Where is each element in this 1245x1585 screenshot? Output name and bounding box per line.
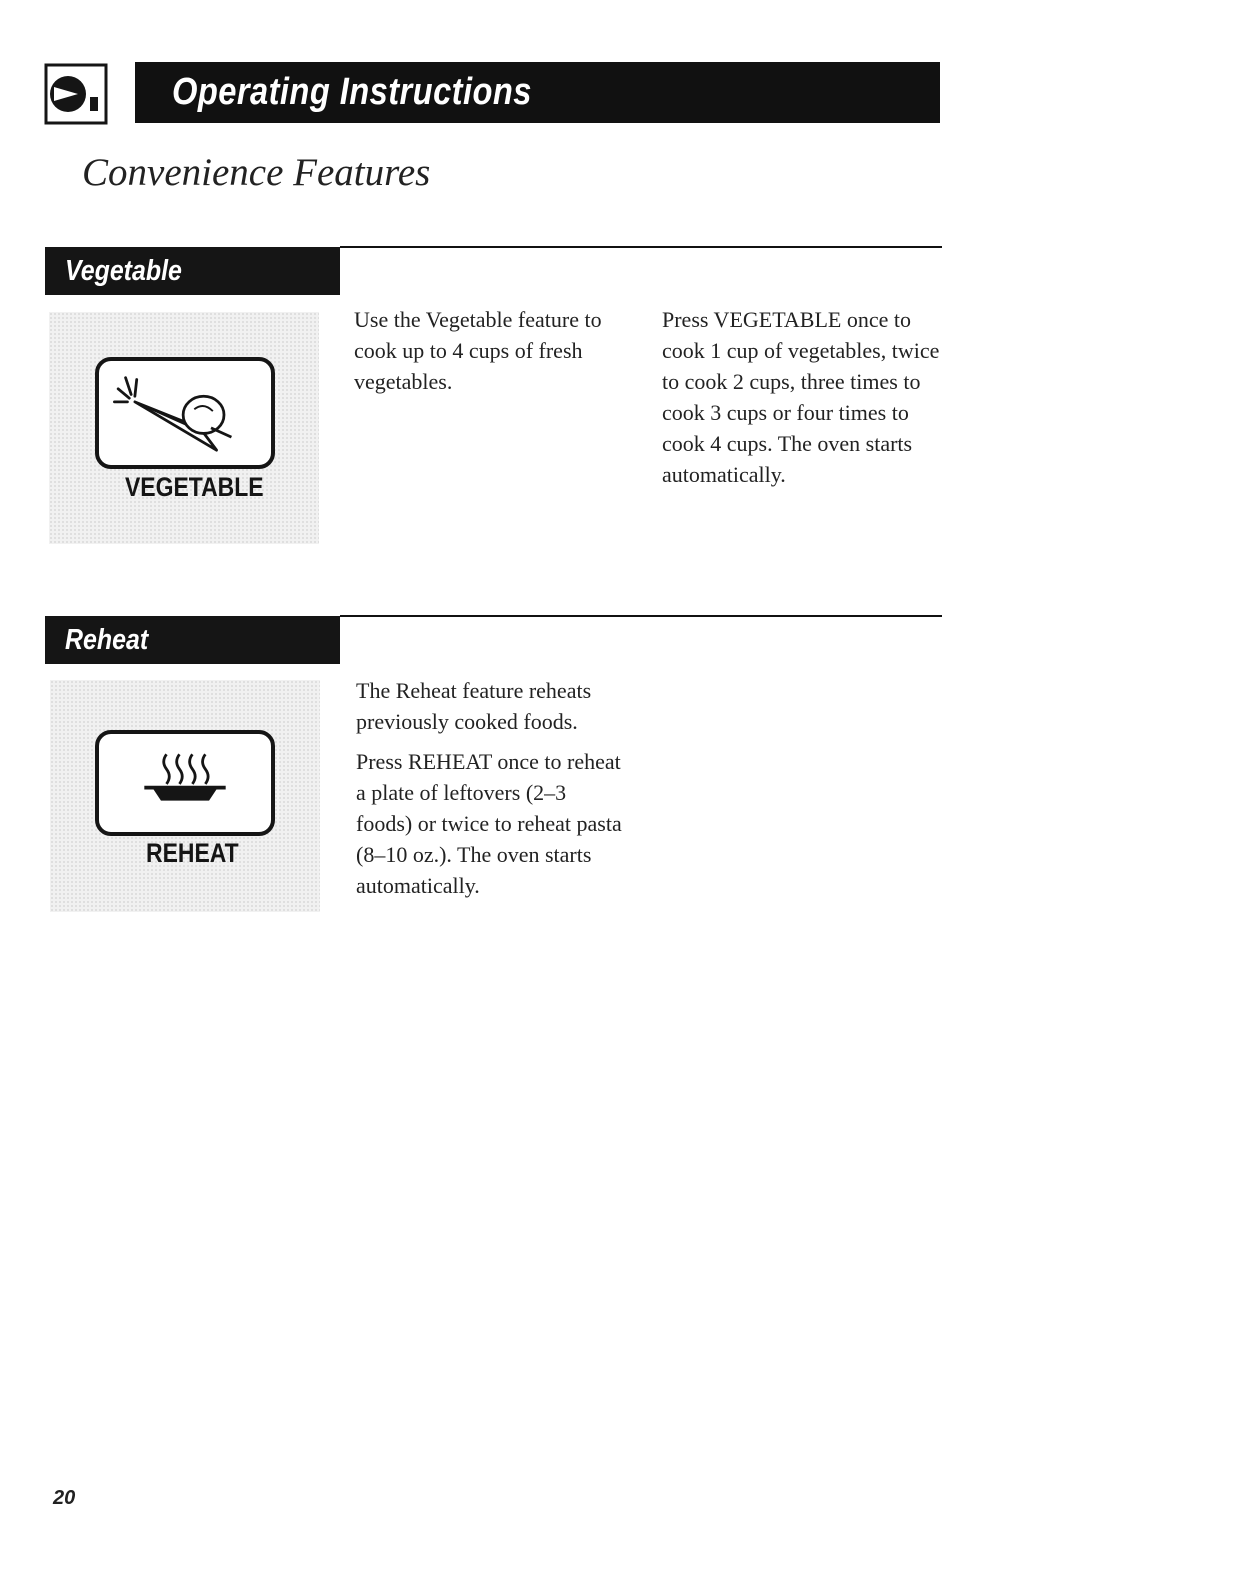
page-subtitle: Convenience Features (82, 151, 431, 194)
reheat-key-label: REHEAT (146, 838, 239, 868)
vegetable-key (95, 357, 275, 469)
page-number: 20 (53, 1487, 76, 1509)
section-rule (340, 246, 942, 248)
page-title: Operating Instructions (172, 71, 532, 113)
section-header-reheat (45, 616, 340, 664)
reheat-key-panel (50, 680, 320, 912)
section-header-vegetable (45, 247, 340, 295)
section-title-reheat: Reheat (65, 624, 149, 656)
microwave-knob-icon (44, 63, 108, 125)
reheat-description: The Reheat feature reheats previously cooked foods. (356, 678, 592, 734)
vegetable-icon (99, 361, 271, 465)
reheat-key (95, 730, 275, 836)
vegetable-key-panel (49, 312, 319, 544)
vegetable-description: Use the Vegetable feature to cook up to 4 cups of fresh vegetables. (354, 307, 602, 394)
vegetable-instructions: Press VEGETABLE once to cook 1 cup of vegetables, twice to cook 2 cups, three times to cook 3 cups or four times to cook 4 cups. The oven starts automatically. (662, 307, 940, 487)
section-rule (340, 615, 942, 617)
reheat-instructions: Press REHEAT once to reheat a plate of leftovers (2–3 foods) or twice to reheat pasta (8–10 oz.). The oven starts automatically. (356, 749, 622, 898)
steaming-dish-icon (99, 734, 271, 832)
vegetable-key-label: VEGETABLE (125, 472, 264, 502)
section-title-vegetable: Vegetable (65, 255, 182, 287)
